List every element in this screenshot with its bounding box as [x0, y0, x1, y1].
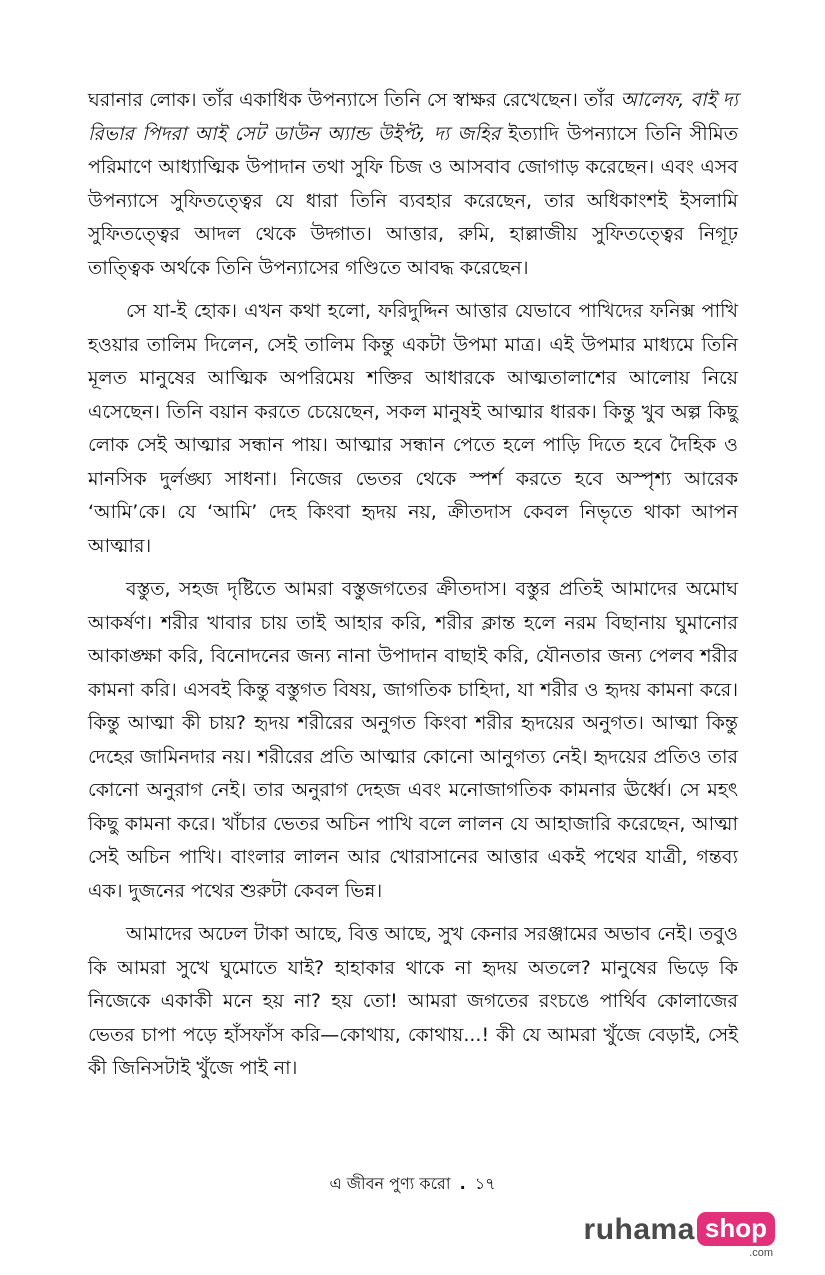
paragraph-4: আমাদের অঢেল টাকা আছে, বিত্ত আছে, সুখ কেনার সরঞ্জামের অভাব নেই। তবুও কি আমরা সুখে ঘুমোতে যাই? হাহাকার থাকে না হৃদয় অতলে? মানুষের ভিড়ে কি নিজেকে একাকী মনে হয় না? হয় তো! আমরা জগতের রংচঙে পার্থিব কোলাজের ভেতর চাপা পড়ে হাঁসফাঁস করি—কোথায়, কোথায়...! কী যে আমরা খুঁজে বেড়াই, সেই কী জিনিসটাই খুঁজে পাই না। — [88, 923, 738, 1079]
running-title: এ জীবন পুণ্য করো — [329, 1174, 451, 1193]
page-body — [88, 84, 738, 1096]
paragraph-2: সে যা-ই হোক। এখন কথা হলো, ফরিদুদ্দিন আত্তার যেভাবে পাখিদের ফনিক্স পাখি হওয়ার তালিম দিলেন, সেই তালিম কিন্তু একটা উপমা মাত্র। এই উপমার মাধ্যমে তিনি মূলত মানুষের আত্মিক অপরিমেয় শক্তির আধারকে আত্মতালাশের আলোয় নিয়ে এসেছেন। তিনি বয়ান করতে চেয়েছেন, সকল মানুষই আত্মার ধারক। কিন্তু খুব অল্প কিছু লোক সেই আত্মার সন্ধান পায়। আত্মার সন্ধান পেতে হলে পাড়ি দিতে হবে দৈহিক ও মানসিক দুর্লঙ্ঘ্য সাধনা। নিজের ভেতর থেকে স্পর্শ করতে হবে অস্পৃশ্য আরেক ‘আমি’কে। যে ‘আমি’ দেহ কিংবা হৃদয় নয়, ক্রীতদাস কেবল নিভৃতে থাকা আপন আত্মার। — [88, 300, 738, 557]
paragraph-1 — [88, 84, 738, 285]
footer-separator: . — [459, 1174, 466, 1193]
watermark-domain: .com — [749, 1247, 773, 1259]
book-titles-emphasis: আলেফ, বাই দ্য রিভার পিদরা আই সেট ডাউন অ্যান্ড উইপ্ট, দ্য জহির — [88, 89, 738, 145]
paragraph-3: বস্তুত, সহজ দৃষ্টিতে আমরা বস্তুজগতের ক্রীতদাস। বস্তুর প্রতিই আমাদের অমোঘ আকর্ষণ। শরীর খাবার চায় তাই আহার করি, শরীর ক্লান্ত হলে নরম বিছানায় ঘুমানোর আকাঙ্ক্ষা করি, বিনোদনের জন্য নানা উপাদান বাছাই করি, যৌনতার জন্য পেলব শরীর কামনা করি। এসবই কিন্তু বস্তুগত বিষয়, জাগতিক চাহিদা, যা শরীর ও হৃদয় কামনা করে। কিন্তু আত্মা কী চায়? হৃদয় শরীরের অনুগত কিংবা শরীর হৃদয়ের অনুগত। আত্মা কিন্তু দেহের জামিনদার নয়। শরীরের প্রতি আত্মার কোনো আনুগত্য নেই। হৃদয়ের প্রতিও তার কোনো অনুরাগ নেই। তার অনুরাগ দেহজ এবং মনোজাগতিক কামনার ঊর্ধ্বে। সে মহৎ কিছু কামনা করে। খাঁচার ভেতর অচিন পাখি বলে লালন যে আহাজারি করেছেন, আত্মা সেই অচিন পাখি। বাংলার লালন আর খোরাসানের আত্তার একই পথের যাত্রী, গন্তব্য এক। দুজনের পথের শুরুটা কেবল ভিন্ন। — [88, 578, 739, 902]
page-footer — [0, 1172, 825, 1196]
page-number: ১৭ — [474, 1174, 496, 1193]
paragraph-1-continuation: ইত্যাদি উপন্যাসে তিনি সীমিত পরিমাণে আধ্যাত্মিক উপাদান তথা সুফি চিজ ও আসবাব জোগাড় করেছেন। এবং এসব উপন্যাসে সুফিতত্ত্বের যে ধারা তিনি ব্যবহার করেছেন, তার অধিকাংশই ইসলামি সুফিতত্ত্বের আদল থেকে উদ্গাত। আত্তার, রুমি, হাল্লাজীয় সুফিতত্ত্বের নিগূঢ় তাত্ত্বিক অর্থকে তিনি উপন্যাসের গণ্ডিতে আবদ্ধ করেছেন। — [88, 122, 738, 279]
watermark-brand-left: ruhama — [583, 1213, 695, 1246]
ruhamashop-watermark-logo — [584, 1212, 775, 1259]
paragraph-1-text: ঘরানার লোক। তাঁর একাধিক উপন্যাসে তিনি সে স্বাক্ষর রেখেছেন। তাঁর — [88, 89, 621, 111]
watermark-shop-group — [697, 1212, 775, 1259]
watermark-brand-right: shop — [697, 1212, 775, 1246]
